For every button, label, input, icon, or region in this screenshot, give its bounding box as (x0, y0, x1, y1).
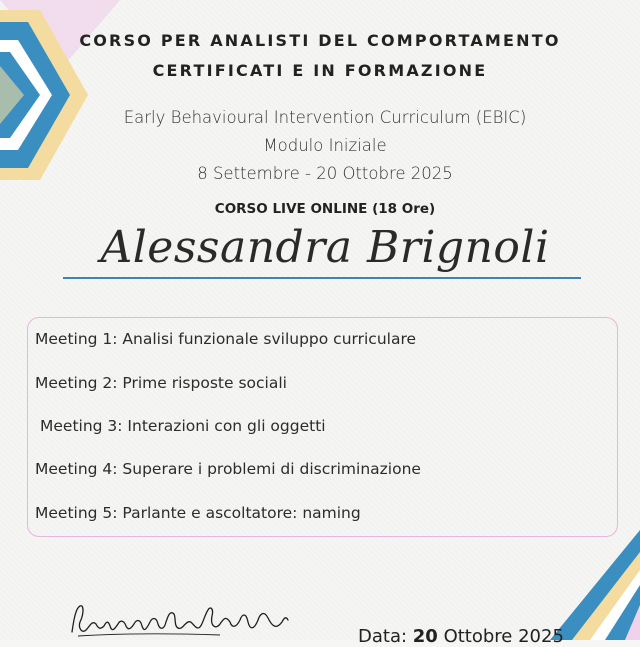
course-dates: 8 Settembre - 20 Ottobre 2025 (197, 164, 453, 183)
meeting-item: Meeting 5: Parlante e ascoltatore: naming (35, 504, 361, 522)
certificate-heading-line1: CORSO PER ANALISTI DEL COMPORTAMENTO (79, 31, 561, 50)
corner-decoration-bottom-right (550, 530, 640, 640)
meeting-item: Meeting 3: Interazioni con gli oggetti (40, 417, 326, 435)
meeting-item: Meeting 4: Superare i problemi di discriminazione (35, 460, 421, 478)
date-label: Data: (358, 626, 408, 647)
course-format: CORSO LIVE ONLINE (18 Ore) (214, 201, 436, 217)
certificate-date (358, 626, 564, 647)
certificate-heading-line2: CERTIFICATI E IN FORMAZIONE (152, 61, 488, 80)
date-day: 20 (412, 626, 438, 647)
recipient-name: Alessandra Brignoli (100, 222, 550, 273)
handwritten-signature (70, 600, 290, 640)
date-rest: Ottobre 2025 (443, 626, 564, 647)
course-module: Modulo Iniziale (263, 136, 387, 155)
meeting-item: Meeting 1: Analisi funzionale sviluppo curriculare (35, 330, 417, 348)
recipient-name-underline (63, 277, 581, 279)
meeting-item: Meeting 2: Prime risposte sociali (35, 374, 287, 392)
course-title: Early Behavioural Intervention Curriculum (EBIC) (123, 108, 527, 127)
